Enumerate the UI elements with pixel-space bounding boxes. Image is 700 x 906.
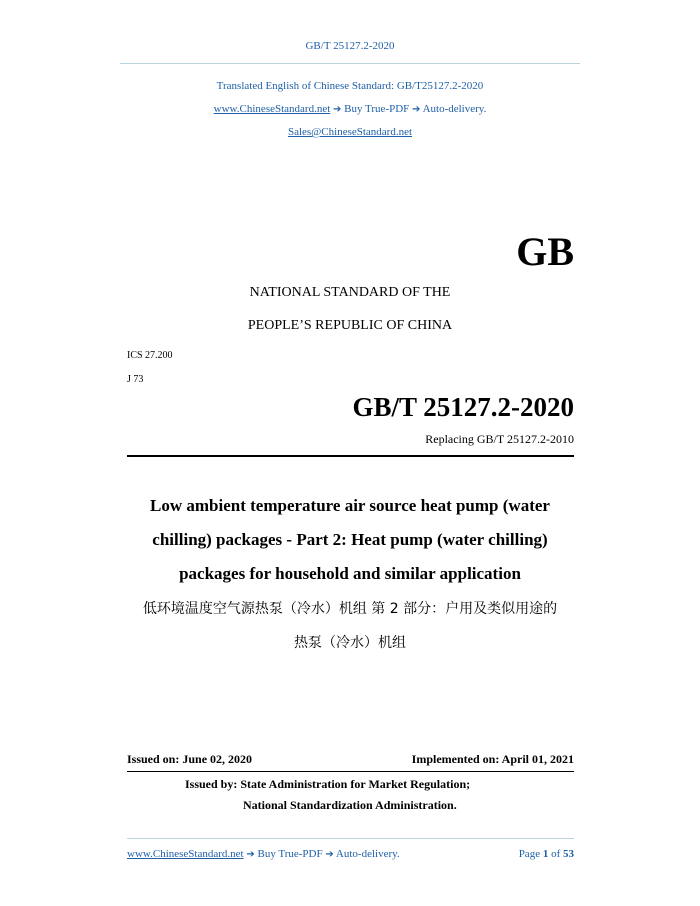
header-divider	[120, 63, 580, 64]
title-rule	[127, 455, 574, 457]
page-of: of	[551, 848, 561, 860]
page-label: Page	[518, 848, 541, 860]
arrow-icon: ➔	[333, 104, 342, 115]
issue-rule	[127, 771, 574, 772]
running-header: GB/T 25127.2-2020	[305, 40, 395, 52]
title-cn-line2: 热泵（冷水）机组	[294, 635, 406, 651]
page-indicator	[519, 848, 574, 860]
email-link[interactable]: Sales@ChineseStandard.net	[287, 126, 413, 138]
banner-line2	[0, 103, 700, 115]
replacing-note: Replacing GB/T 25127.2-2010	[425, 432, 574, 446]
arrow-icon: ➔	[325, 849, 334, 860]
page-total: 53	[563, 848, 574, 860]
issued-by-line2: National Standardization Administration.	[243, 798, 457, 812]
issued-on: Issued on: June 02, 2020	[127, 752, 253, 766]
implemented-on: Implemented on: April 01, 2021	[411, 752, 574, 766]
title-cn-line1: 低环境温度空气源热泵（冷水）机组 第 2 部分：户用及类似用途的	[142, 601, 558, 617]
gb-mark: GB	[516, 229, 574, 274]
banner-line3	[0, 126, 700, 138]
footer-divider	[127, 838, 574, 839]
buy-true-pdf-text: Buy True-PDF	[344, 103, 410, 115]
national-standard-line2: PEOPLE’S REPUBLIC OF CHINA	[247, 318, 453, 333]
standard-number: GB/T 25127.2-2020	[352, 392, 574, 422]
title-en-line1: Low ambient temperature air source heat pump (water	[150, 496, 550, 515]
title-en-line3: packages for household and similar application	[179, 564, 521, 583]
ics-code: ICS 27.200	[127, 350, 173, 361]
auto-delivery-text: Auto-delivery.	[422, 103, 487, 115]
issued-by-line1: Issued by: State Administration for Market Regulation;	[185, 777, 471, 791]
footer-site-link[interactable]: www.ChineseStandard.net	[127, 848, 244, 860]
banner-line1: Translated English of Chinese Standard: GB/T25127.2-2020	[216, 80, 484, 92]
title-en-line2: chilling) packages - Part 2: Heat pump (water chilling)	[152, 530, 548, 549]
footer-buy-text: Buy True-PDF	[257, 848, 323, 860]
page-current: 1	[542, 848, 549, 860]
footer-delivery-text: Auto-delivery.	[335, 848, 400, 860]
national-standard-line1: NATIONAL STANDARD OF THE	[249, 285, 451, 300]
footer-links	[127, 848, 400, 860]
arrow-icon: ➔	[412, 104, 421, 115]
site-link[interactable]: www.ChineseStandard.net	[213, 103, 331, 115]
ccs-code: J 73	[127, 374, 144, 385]
arrow-icon: ➔	[246, 849, 255, 860]
